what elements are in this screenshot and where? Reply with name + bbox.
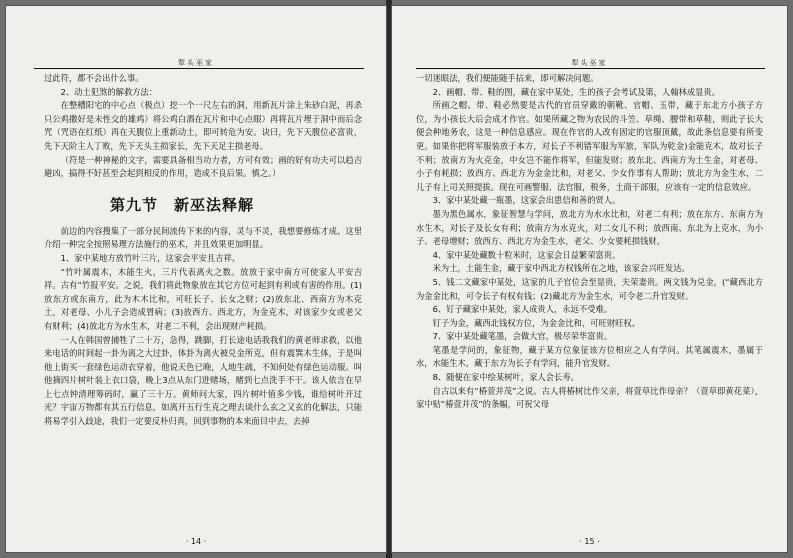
right-page-body (416, 72, 763, 412)
running-head: 犁头巫家 (571, 59, 608, 67)
paragraph: 前边的内容搜集了一部分民间流传下来的内容，灵与不灵，我想要修炼才成。这里介绍一种完全按照易理方法施行的巫术，并且效果更加明显。 (44, 225, 362, 250)
paragraph: 钉子为金，藏西北钱权方位，为金金比和，可旺财旺权。 (432, 317, 641, 328)
paragraph: “竹叶属震木，木能生火，三片代表离火之数。放放于家中南方可使家人平安吉祥。古有“竹报平安。之说，我们将此物象放在其它方位可起到有利或有害的作用。(1)放东方或东南方，此为木木比和，可旺长子、长女之财；(2)放东北、西南方为木克土，对老母、小儿子会造成胃病；(3)放西方、西北方，为金克木，对该家少女或老父有财利；(4)放北方为水生木，对老二不利，会出现财产耗损。 (44, 266, 362, 331)
section-heading: 第九节 新巫法释解 (110, 195, 255, 214)
paragraph: 过此符，都不会出什么事。 (44, 73, 144, 83)
left-page (6, 6, 386, 552)
paragraph: 5、钱二文藏家中某处，这家的儿子官位会至显贵，夫荣妻贵。两文钱为兑金，(“藏西北方为金金比和，可令长子有权有钱；(2)藏北方为金生水，可令老二升官发财。 (416, 276, 763, 301)
paragraph: 自古以来有“椿萱并茂”之说。古人将椿树比作父亲，将萱草比作母亲？（萱草即黄花菜），家中贴“椿萱并茂”的条幅，可祝父母 (416, 385, 763, 410)
paragraph: 6、钉子藏家中某处，家人成贵人，永远不受难。 (432, 304, 613, 315)
paragraph: 2、动土犯煞的解救方法： (60, 86, 158, 97)
paragraph: 在整槽阳宅的中心点（极点）挖一个一尺左右的洞，用新瓦片涂上朱砂白泥，再杀只公鸡撒好是未性交的雄鸡）将公鸡白酒在瓦片和中心点眼）再将瓦片埋于洞中而后念咒（咒语在红纸）再在天腹位上重新动土，即可转危为安。诀曰，先下天腹位必富贵，先下天阶主人丁败，先下天头主损家长，先下天足主损老母。 (44, 100, 362, 151)
paragraph: 2、画帽、带、鞋的图，藏在家中某处，生的孩子会考试及第，人翰林成显贵。 (432, 86, 720, 97)
paragraph: 所画之帽、带、鞋必然要是古代的官员穿戴的朝靴、官帽、玉带，藏于东北方小孩子方位，为小孩长大后会成才作官。如果所藏之物为农民的斗笠、草绳、腰带和草鞋，则此子长大便会种地务农，这是一种信息感应。现在作官的人改有固定的官服顶戴，故此条信息要有所变更。如果你把将军服装放于本方，对长子不利错军服为军旅，军队为乾金)金能克木，故对长子不利；放南方为火克金，中女岂不能作将军，但能发财；放东北、西南方为土生金，对老母、小子有耗损；放西方、西北方为金金比和，对老父、少女作事有人帮助；放北方为金生水，二儿子有上司关照提拔。现在可画警服、法官服，税务，土商干部服，应该有一定的信息效应。 (416, 100, 763, 192)
paragraph: 墨为黑色属水，象征智慧与学问，放北方为水水比和，对老二有利；放在东方、东南方为水生木，对长子及长女有利；放南方为水克火，对二女儿不利；放西南、东北为上克水，为小子、老母增财；放西方、西北方为金生水，老父、少女要耗损钱财。 (416, 208, 763, 247)
paragraph: 3、家中某处藏一瓶墨，这家会出患信和善的贤人。 (432, 195, 621, 206)
paragraph: 1、家中某地方放竹叶三片，这家会平安且吉祥。 (60, 252, 241, 263)
page-number: · 15 · (579, 537, 600, 546)
page-number: · 14 · (185, 537, 207, 546)
right-page (392, 6, 787, 552)
paragraph: 8、随便在家中绘某树叶，家人会长寿。 (432, 372, 579, 383)
paragraph: 一切迷眼法，我们便能随手拈来，即可解决问题。 (416, 73, 599, 83)
header-rule (34, 68, 364, 69)
paragraph: 7、家中某处藏笔墨，会做大官，极尽荣华富贵。 (432, 331, 613, 342)
running-head: 犁头巫家 (178, 59, 214, 67)
left-page-body (44, 72, 362, 429)
paragraph: 一人在韩国曾捕牲了二十万，急得，跳脚，打长途电话我我们的黄老师求救，以他来电话的时间起一卦为离之大过卦，体卦为离火被兑金所克，但有震巽木生体，于是叫他上街买一套绿色运动衣穿着，他说天色已晚，人地生疏，不知何处有绿色运动服。叫他摘四片树叶装上衣口袋，晚上3点从东门进赌场，赌到七点洗手不干。该人依言在早上七点钟清理筹码时，赢了三十万。黄师问大家，四片树叶值多少钱，谁给树叶开过光？宇宙万物都有其五行信息，如离开五行生克之理去谈什么玄之又玄的化解法，只能将易学引入歧途，我们一定要反朴归真，回到事物的本来面目中去，去掉 (44, 334, 362, 427)
paragraph: 4、家中某处藏数十粒米时，这家会日益繁荣富贵。 (432, 249, 621, 260)
paragraph: （符是一种神秘的文字，需要具备相当功力者，方可有效；画的好有功夫可以趋吉避凶，搞得不好甚至会起到相反的作用，造成不良后果。慎之。） (44, 154, 362, 179)
header-rule (416, 68, 765, 69)
paragraph: 笔墨是学问的，象征物，藏于某方位象征该方位相应之人有学问。其笔属震木，墨属于水，水能生木，藏于东方为长子有学问，能升官发财。 (416, 344, 763, 369)
paragraph: 米为土，土能生金，藏于家中西北方权钱所在之地，该家会兴旺发达。 (432, 263, 690, 274)
